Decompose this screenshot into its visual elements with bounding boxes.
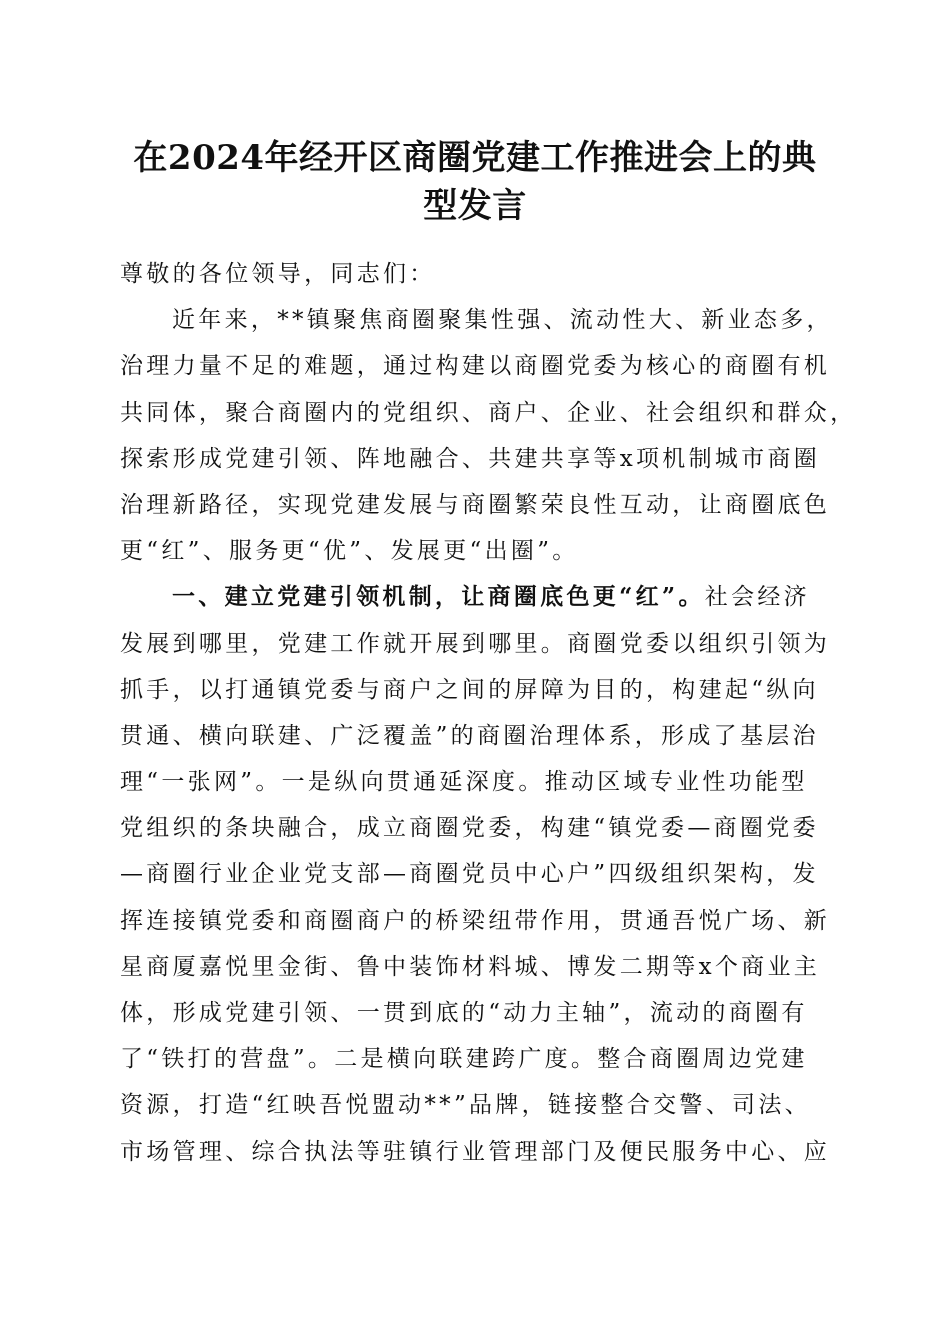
title-line: 在2024年经开区商圈党建工作推进会上的典 <box>133 138 817 178</box>
paragraph-line: 治理新路径，实现党建发展与商圈繁荣良性互动，让商圈底色 <box>120 491 831 518</box>
paragraph-line: 资源，打造“红映吾悦盟动**”品牌，链接整合交警、司法、 <box>120 1092 811 1119</box>
paragraph-line: 探索形成党建引领、阵地融合、共建共享等x项机制城市商圈 <box>120 445 821 472</box>
paragraph-line: 共同体，聚合商圈内的党组织、商户、企业、社会组织和群众， <box>120 399 857 426</box>
paragraph-line: 市场管理、综合执法等驻镇行业管理部门及便民服务中心、应 <box>120 1138 831 1165</box>
paragraph-line: 更“红”、服务更“优”、发展更“出圈”。 <box>120 538 579 565</box>
paragraph-line: 挥连接镇党委和商圈商户的桥梁纽带作用，贯通吾悦广场、新 <box>120 907 831 934</box>
paragraph-line: 贯通、横向联建、广泛覆盖”的商圈治理体系，形成了基层治 <box>120 722 819 749</box>
section-text: 社会经济 <box>704 584 810 611</box>
paragraph-line: 抓手，以打通镇党委与商户之间的屏障为目的，构建起“纵向 <box>120 676 819 703</box>
title-line: 型发言 <box>423 186 527 226</box>
paragraph-line: 党组织的条块融合，成立商圈党委，构建“镇党委—商圈党委 <box>120 815 819 842</box>
paragraph-line: 体，形成党建引领、一贯到底的“动力主轴”，流动的商圈有 <box>120 1000 808 1026</box>
paragraph-line: 了“铁打的营盘”。二是横向联建跨广度。整合商圈周边党建 <box>120 1046 808 1073</box>
salutation: 尊敬的各位领导，同志们： <box>120 261 436 287</box>
paragraph-line: 治理力量不足的难题，通过构建以商圈党委为核心的商圈有机 <box>120 353 831 380</box>
paragraph-line: 理“一张网”。一是纵向贯通延深度。推动区域专业性功能型 <box>120 769 808 796</box>
section-heading: 一、建立党建引领机制，让商圈底色更“红”。 <box>172 583 705 611</box>
paragraph-line: 星商厦嘉悦里金街、鲁中装饰材料城、博发二期等x个商业主 <box>120 953 821 980</box>
paragraph-line: 发展到哪里，党建工作就开展到哪里。商圈党委以组织引领为 <box>120 630 831 657</box>
paragraph-line: —商圈行业企业党支部—商圈党员中心户”四级组织架构，发 <box>120 861 819 888</box>
section-heading-line <box>120 574 840 620</box>
document-title <box>100 134 850 230</box>
document-body <box>120 251 857 1175</box>
paragraph-line: 近年来，**镇聚焦商圈聚集性强、流动性大、新业态多， <box>172 307 833 334</box>
